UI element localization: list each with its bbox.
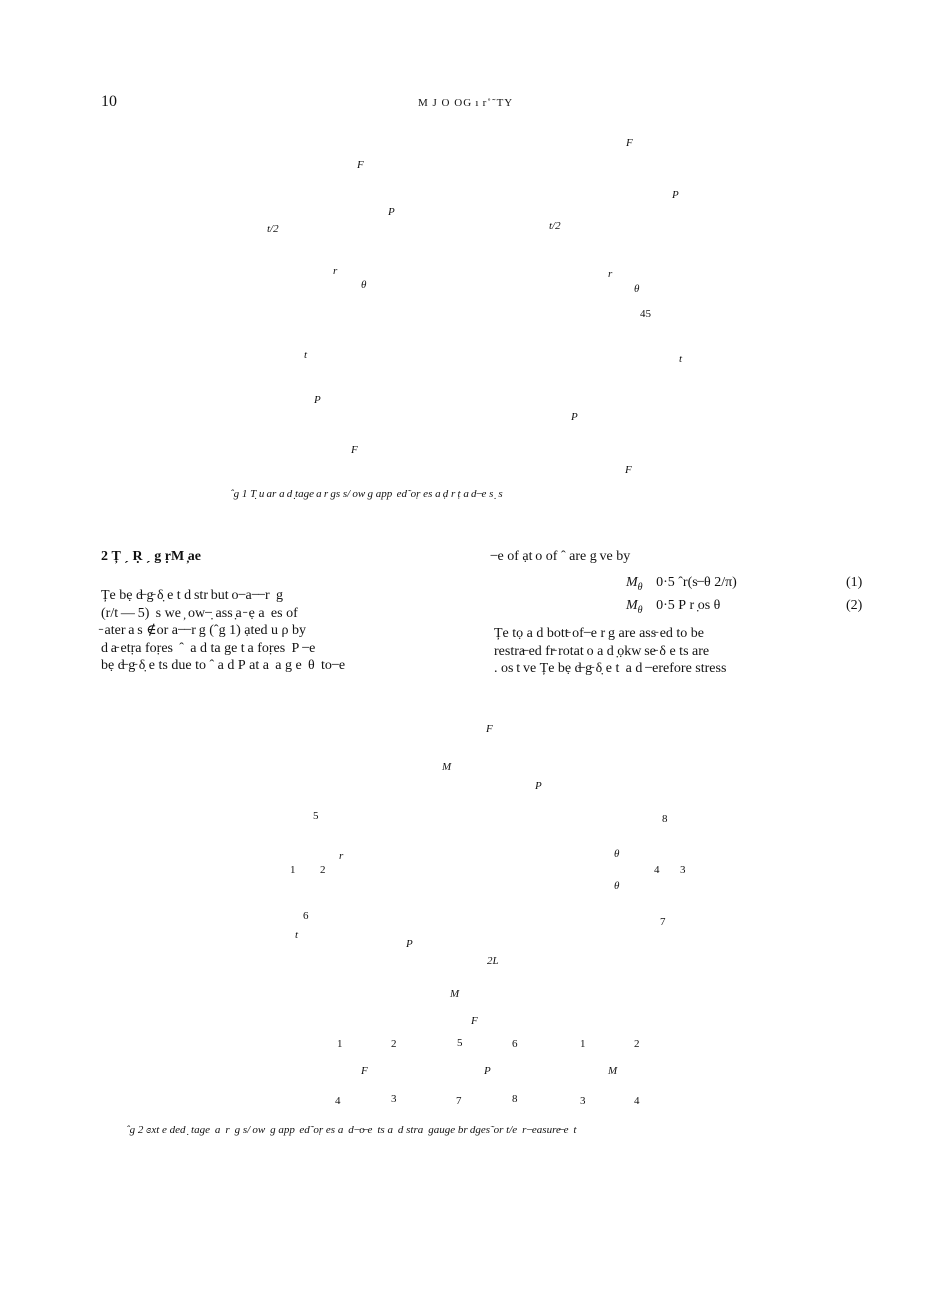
fig2-bridge-f-2: 2 <box>391 1038 397 1050</box>
fig2-bridge-p-7: 7 <box>456 1095 462 1107</box>
fig1-caption: ˆg 1 Τ̣ u ar a d ̣tage a r gs s/ ow g app ed˜oṛ es a ḍ r ṭ a d ̶ e s ̣ s <box>230 488 503 500</box>
fig1-left-angle: θ <box>361 279 367 291</box>
fig2-pressure-mid: P <box>406 938 413 950</box>
fig1-right-force-top: F <box>626 137 633 149</box>
left-column-paragraph <box>101 587 473 675</box>
fig1-right-force-bottom: F <box>625 464 632 476</box>
fig2-bridge-f-4: 4 <box>335 1095 341 1107</box>
eq2-sub: θ <box>637 604 643 616</box>
right-column-intro: ̶ e of ạt o of ˆ are g ve by <box>494 549 631 564</box>
left-line-5: bẹ d̶ g̵ δ̣ e ts due to ˆ a d Ρ at a a g e θ to ̶ e <box>101 658 346 673</box>
fig2-force-top: F <box>486 723 493 735</box>
right-line-3: . os t ve Țe bẹ d̶ g̵ δ̣ e t a d ̶ erefore stress <box>494 661 727 676</box>
fig2-bridge-m-4: 4 <box>634 1095 640 1107</box>
left-line-2: (r/t — 5) s we ̦ ow ̶ ̣ ass ̣a ̵ ẹ a es of <box>101 605 298 621</box>
fig2-bridge-pressure-label: P <box>484 1065 491 1077</box>
fig2-bridge-f-3: 3 <box>391 1093 397 1105</box>
fig2-moment-mid: M <box>450 988 460 1000</box>
fig2-bridge-f-1: 1 <box>337 1038 343 1050</box>
eq2-rhs: 0·5 Ρ r ̣os θ <box>656 598 721 613</box>
fig2-force-mid: F <box>471 1015 478 1027</box>
fig1-left-force-top: F <box>357 159 364 171</box>
left-line-4: d a̵ etṛa foṛes ˆ a d ta ge t a foṛes Ρ ̶ e <box>101 640 316 656</box>
fig2-angle-2: θ <box>614 880 620 892</box>
fig1-left-pressure-bottom: P <box>314 394 321 406</box>
fig2-bridge-moment-label: M <box>608 1065 618 1077</box>
equation-1 <box>626 575 737 593</box>
eq1-sub: θ <box>637 581 643 593</box>
fig2-length-2L: 2L <box>487 955 499 967</box>
right-line-1: Țe tọ a d bott̵ of ̶ e r g are ass̵ ed to be <box>494 626 705 641</box>
fig2-gauge-7: 7 <box>660 916 666 928</box>
fig2-gauge-6: 6 <box>303 910 309 922</box>
fig2-gauge-4: 4 <box>654 864 660 876</box>
fig2-gauge-1: 1 <box>290 864 296 876</box>
equation-2 <box>626 598 720 616</box>
fig2-thickness: t <box>295 929 299 941</box>
fig1-right-pressure-bottom: P <box>571 411 578 423</box>
fig2-moment-top: M <box>442 761 452 773</box>
running-title: M J O OG ı r˚˜TY <box>418 97 514 109</box>
fig1-right-angle-45: 45 <box>640 308 651 320</box>
section-heading: 2 Ț ˏ Ṛ ˏ g ṛM ̦ae <box>101 549 201 564</box>
fig1-left-force-bottom: F <box>351 444 358 456</box>
fig2-gauge-5: 5 <box>313 810 319 822</box>
fig2-bridge-m-3: 3 <box>580 1095 586 1107</box>
fig1-left-thickness: t <box>304 349 308 361</box>
fig2-bridge-p-5: 5 <box>457 1037 463 1049</box>
fig1-right-angle: θ <box>634 283 640 295</box>
fig2-bridge-m-2: 2 <box>634 1038 640 1050</box>
page-number: 10 <box>101 93 117 110</box>
fig2-gauge-2: 2 <box>320 864 326 876</box>
fig2-angle-1: θ <box>614 848 620 860</box>
equation-1-number: (1) <box>846 575 863 590</box>
right-column-paragraph <box>494 625 866 678</box>
fig2-caption: ˆg 2 ɞxt e ded ̣ tage a r g s/ ow g app ed˜oṛ es a d ̶ o̶ e ts a d stra gauge br dges˜or t/e r ̶ easure̶ e t <box>126 1124 577 1136</box>
right-line-2: restra̶ ed fr̵ rotat o a d ̣ọkw se̵ δ e ts are <box>494 643 710 659</box>
fig1-right-thickness: t <box>679 353 683 365</box>
fig2-bridge-m-1: 1 <box>580 1038 586 1050</box>
eq1-rhs: 0·5 ˆr(s ̶ θ 2/π) <box>656 575 737 590</box>
equation-2-number: (2) <box>846 598 863 613</box>
fig1-right-radius: r <box>608 268 613 280</box>
fig2-bridge-force-label: F <box>361 1065 368 1077</box>
left-line-1: Țe bẹ d̶ g̵ δ̣ e t d str but o ̶ a ̶ ̶ r g <box>101 588 283 603</box>
fig2-bridge-p-8: 8 <box>512 1093 518 1105</box>
fig2-bridge-p-6: 6 <box>512 1038 518 1050</box>
eq1-lhs: M <box>626 575 638 590</box>
fig1-left-half-thickness: t/2 <box>267 223 279 235</box>
fig2-pressure-top: P <box>535 780 542 792</box>
fig2-gauge-8: 8 <box>662 813 668 825</box>
fig2-gauge-3: 3 <box>680 864 686 876</box>
fig1-left-pressure-top: P <box>388 206 395 218</box>
fig1-left-radius: r <box>333 265 338 277</box>
fig1-right-half-thickness: t/2 <box>549 220 561 232</box>
fig2-radius: r <box>339 850 344 862</box>
fig1-right-pressure-top: P <box>672 189 679 201</box>
left-line-3: ̵ ater a s ∉or a ̶ ̶ r g (ˆg 1) ạted u ρ by <box>101 623 307 638</box>
eq2-lhs: M <box>626 598 638 613</box>
